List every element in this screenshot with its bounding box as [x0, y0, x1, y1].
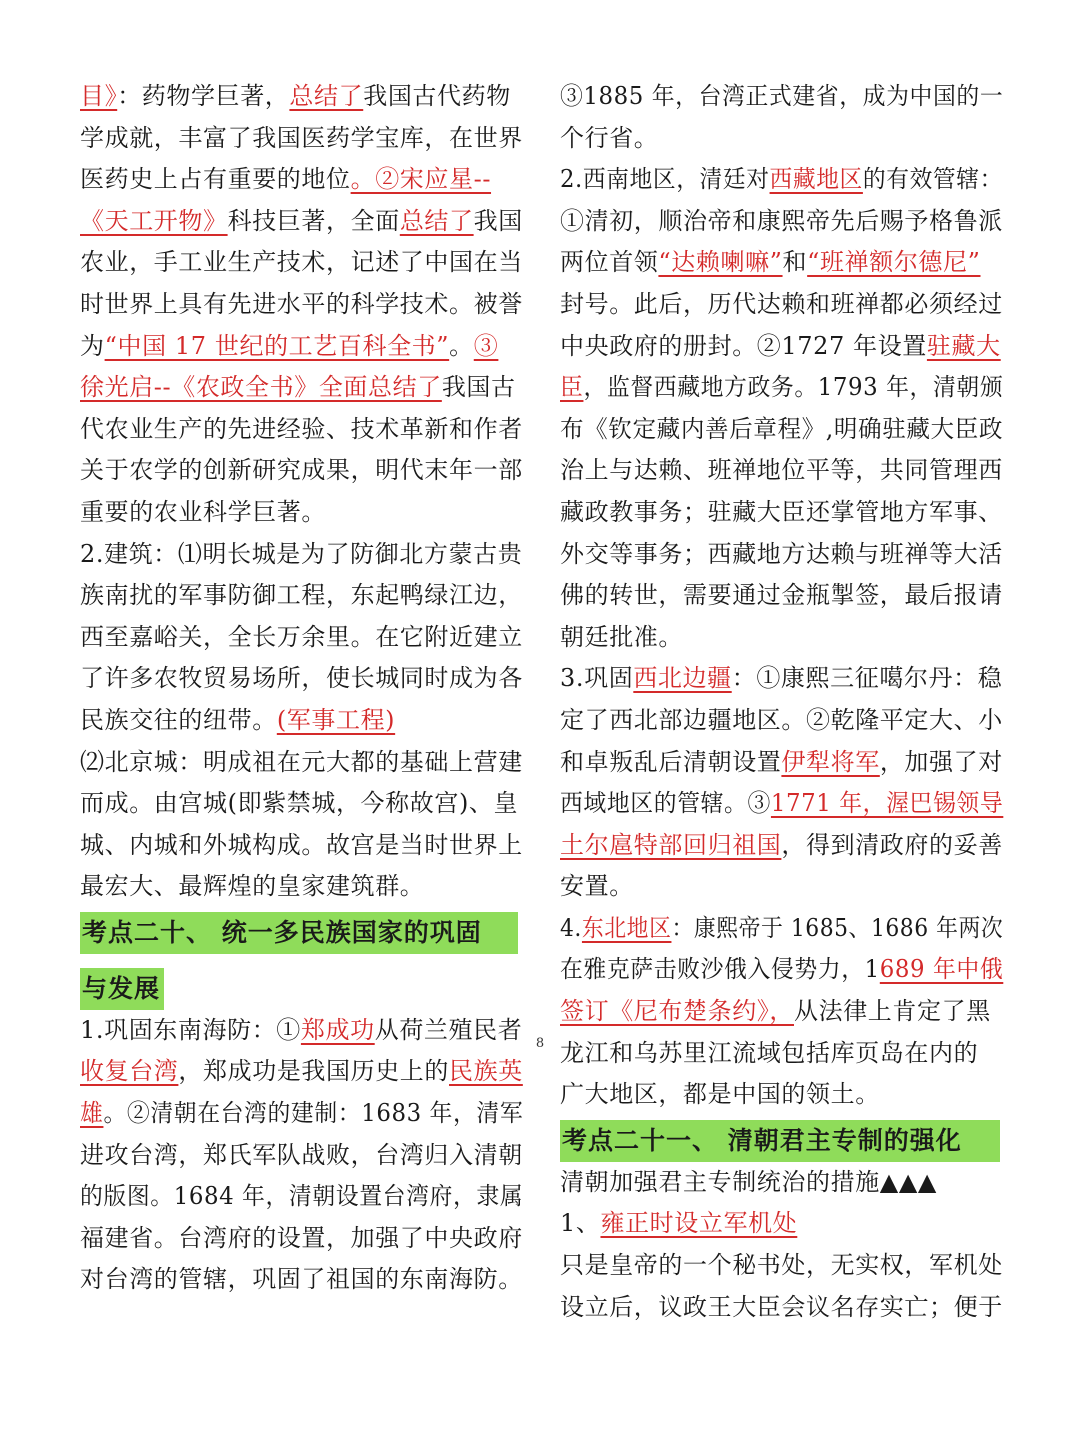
- text-line: [80, 201, 525, 243]
- text-segment: 了许多农牧贸易场所，使长城同时成为各: [80, 664, 523, 693]
- text-line: [80, 367, 525, 409]
- text-segment: 医药史上占有重要的地位: [80, 165, 351, 194]
- text-line: [80, 1093, 524, 1135]
- text-segment: ③1885 年，台湾正式建省，成为中国的一: [560, 82, 1004, 110]
- highlighted-term: 郑成功: [300, 1015, 375, 1044]
- text-line: [80, 284, 525, 326]
- text-segment: ：①康熙三征噶尔丹：稳: [731, 664, 1003, 693]
- text-segment: 1、: [560, 1209, 601, 1238]
- text-segment: 福建省。台湾府的设置，加强了中央政府: [80, 1223, 523, 1252]
- text-segment: 两位首领: [560, 248, 659, 277]
- text-line: [80, 742, 525, 784]
- text-segment: 中央政府的册封。②1727 年设置: [560, 331, 927, 360]
- text-segment: 定了西北部边疆地区。②乾隆平定大、小: [560, 705, 1003, 734]
- text-segment: 安置。: [560, 872, 634, 901]
- text-segment: 只是皇帝的一个秘书处，无实权，军机处: [560, 1251, 1003, 1280]
- highlighted-term: 1771 年，渥巴锡领导: [770, 789, 1004, 818]
- text-line: [560, 284, 1005, 326]
- highlighted-term: 总结了: [399, 206, 474, 235]
- text-line: [80, 575, 525, 617]
- text-segment: 族南扰的军事防御工程，东起鸭绿江边，: [80, 581, 523, 610]
- text-segment: 的版图。1684 年，清朝设置台湾府，隶属: [80, 1182, 524, 1211]
- left-column: [80, 76, 525, 1301]
- highlighted-term: 徐光启--《农政全书》全面总结了: [80, 373, 442, 402]
- highlighted-term: 东北地区: [581, 913, 672, 942]
- text-line: [560, 534, 1005, 576]
- highlighted-term: 收复台湾: [80, 1057, 179, 1086]
- text-line: [560, 492, 1005, 534]
- text-segment: 关于农学的创新研究成果，明代末年一部: [80, 456, 523, 485]
- section-heading: 考点二十一、 清朝君主专制的强化: [560, 1120, 1000, 1162]
- text-segment: 进攻台湾，郑氏军队战败，台湾归入清朝: [80, 1140, 523, 1169]
- text-line: [560, 1287, 1005, 1329]
- text-segment: 代农业生产的先进经验、技术革新和作者: [80, 414, 523, 443]
- highlighted-term: 民族英: [449, 1057, 523, 1086]
- highlighted-term: 土尔扈特部回归祖国: [560, 830, 782, 859]
- text-line: [560, 367, 1004, 409]
- text-line: [560, 783, 1004, 825]
- highlighted-term: “达赖喇嘛”: [658, 248, 783, 277]
- text-segment: 清朝加强君主专制统治的措施▲▲▲: [560, 1167, 937, 1196]
- text-line: [560, 450, 1005, 492]
- text-line: [560, 742, 1005, 784]
- text-line: [560, 991, 1005, 1033]
- text-line: [80, 825, 525, 867]
- text-segment: 设立后，议政王大臣会议名存实亡；便于: [560, 1292, 1003, 1321]
- text-line: [80, 242, 525, 284]
- text-line: [80, 866, 525, 908]
- text-line: [560, 1203, 1005, 1245]
- text-line: [80, 534, 525, 576]
- text-segment: 藏政教事务；驻藏大臣还掌管地方军事、: [560, 497, 1003, 526]
- section-heading: 考点二十、 统一多民族国家的巩固: [80, 912, 518, 954]
- text-line: [560, 1245, 1005, 1287]
- highlighted-term: 西藏地区: [769, 165, 863, 194]
- text-line: [80, 450, 525, 492]
- text-line: [80, 783, 525, 825]
- text-segment: 西至嘉峪关，全长万余里。在它附近建立: [80, 622, 523, 651]
- highlighted-term: 签订《尼布楚条约》，: [560, 997, 794, 1026]
- text-segment: 外交等事务；西藏地方达赖与班禅等大活: [560, 539, 1003, 568]
- text-segment: 1.巩固东南海防：①: [80, 1015, 301, 1044]
- text-line: [80, 1259, 525, 1301]
- text-segment: 城、内城和外城构成。故宫是当时世界上: [80, 830, 523, 859]
- text-line: [80, 326, 525, 368]
- text-line: [560, 242, 1005, 284]
- text-segment: ，加强了对: [879, 747, 1003, 776]
- text-line: [560, 1074, 1005, 1116]
- text-segment: 个行省。: [560, 123, 659, 152]
- text-segment: ：药物学巨著，: [117, 82, 290, 110]
- highlighted-term: ③: [473, 331, 499, 360]
- text-line: [560, 159, 1003, 201]
- text-segment: 龙江和乌苏里江流域包括库页岛在内的: [560, 1038, 979, 1067]
- text-segment: 时世界上具有先进水平的科学技术。被誉: [80, 289, 523, 318]
- text-line: [80, 617, 525, 659]
- highlighted-term: 雄: [80, 1099, 104, 1128]
- text-line: [80, 1135, 525, 1177]
- text-segment: 科技巨著，全面: [227, 206, 400, 235]
- text-line: [80, 700, 525, 742]
- text-line: [560, 1162, 1005, 1204]
- text-segment: 为: [80, 331, 105, 360]
- text-line: [560, 908, 1004, 950]
- highlighted-term: 。②宋应星--: [350, 165, 492, 194]
- text-line: [560, 700, 1005, 742]
- text-segment: 最宏大、最辉煌的皇家建筑群。: [80, 872, 425, 901]
- text-segment: 4.: [560, 913, 582, 942]
- text-line: [560, 825, 1005, 867]
- text-segment: 佛的转世，需要通过金瓶掣签，最后报请: [560, 581, 1003, 610]
- text-segment: ：康熙帝于 1685、1686 年两次: [671, 913, 1004, 942]
- text-segment: 从荷兰殖民者: [374, 1015, 523, 1044]
- text-line: [560, 658, 1005, 700]
- text-segment: 朝廷批准。: [560, 622, 683, 651]
- text-line: [560, 866, 1005, 908]
- text-line: [80, 159, 525, 201]
- text-segment: 在雅克萨击败沙俄入侵势力，1: [560, 955, 880, 984]
- text-segment: 的有效管辖：: [862, 165, 1003, 194]
- text-segment: 民族交往的纽带。: [80, 705, 277, 734]
- text-segment: 和: [782, 248, 808, 277]
- text-segment: ，得到清政府的妥善: [781, 830, 1003, 859]
- highlighted-term: 《天工开物》: [80, 206, 228, 235]
- highlighted-term: 目》: [80, 82, 118, 110]
- highlighted-term: (军事工程): [276, 705, 396, 734]
- text-line: [80, 76, 525, 118]
- text-segment: 对台湾的管辖，巩固了祖国的东南海防。: [80, 1265, 523, 1294]
- highlighted-term: 驻藏大: [926, 331, 1001, 360]
- text-segment: 从法律上肯定了黑: [794, 997, 991, 1026]
- text-line: [80, 118, 525, 160]
- section-heading: 与发展: [80, 968, 164, 1010]
- text-segment: 我国古代药物: [363, 82, 511, 110]
- text-segment: 我国: [473, 206, 523, 235]
- text-line: [560, 118, 1005, 160]
- highlighted-term: “中国 17 世纪的工艺百科全书”: [104, 331, 450, 360]
- text-segment: 。: [449, 331, 474, 360]
- text-segment: ，郑成功是我国历史上的: [178, 1057, 450, 1086]
- highlighted-term: 西北边疆: [633, 664, 732, 693]
- text-segment: 广大地区，都是中国的领土。: [560, 1080, 880, 1109]
- highlighted-term: “班禅额尔德尼”: [807, 248, 981, 277]
- text-line: [560, 949, 1004, 991]
- text-segment: ，监督西藏地方政务。1793 年，清朝颁: [583, 373, 1004, 402]
- highlighted-term: 雍正时设立军机处: [600, 1209, 798, 1238]
- text-segment: 农业，手工业生产技术，记述了中国在当: [80, 248, 523, 277]
- page-number: 8: [535, 1036, 545, 1051]
- text-segment: 学成就，丰富了我国医药学宝库，在世界: [80, 123, 523, 152]
- text-segment: 。②清朝在台湾的建制：1683 年，清军: [103, 1099, 524, 1128]
- text-segment: ⑵北京城：明成祖在元大都的基础上营建: [80, 747, 523, 776]
- highlighted-term: 总结了: [289, 82, 364, 110]
- highlighted-term: 臣: [560, 373, 584, 402]
- text-line: [80, 492, 525, 534]
- text-segment: 2.建筑：⑴明长城是为了防御北方蒙古贵: [80, 539, 523, 568]
- text-line: [80, 1051, 525, 1093]
- highlighted-term: 伊犁将军: [781, 747, 880, 776]
- text-segment: 2.西南地区，清廷对: [560, 165, 770, 194]
- highlighted-term: 689 年中俄: [879, 955, 1004, 984]
- text-segment: 我国古: [441, 373, 516, 402]
- text-segment: 西域地区的管辖。③: [560, 789, 771, 818]
- right-column: [560, 76, 1005, 1328]
- text-line: [80, 658, 525, 700]
- text-segment: ①清初，顺治帝和康熙帝先后赐予格鲁派: [560, 206, 1003, 235]
- text-line: [560, 326, 1005, 368]
- text-line: [80, 1176, 524, 1218]
- text-line: [560, 617, 1005, 659]
- text-segment: 3.巩固: [560, 664, 634, 693]
- text-line: [560, 201, 1005, 243]
- text-segment: 封号。此后，历代达赖和班禅都必须经过: [560, 289, 1003, 318]
- text-line: [560, 76, 1004, 118]
- text-line: [80, 409, 525, 451]
- text-segment: 和卓叛乱后清朝设置: [560, 747, 782, 776]
- text-segment: 布《钦定藏内善后章程》,明确驻藏大臣政: [560, 414, 1004, 443]
- text-segment: 治上与达赖、班禅地位平等，共同管理西: [560, 456, 1003, 485]
- text-line: [560, 575, 1005, 617]
- text-segment: 重要的农业科学巨著。: [80, 497, 326, 526]
- text-line: [560, 409, 1004, 451]
- text-segment: 而成。由宫城(即紫禁城，今称故宫)、皇: [80, 789, 519, 818]
- text-line: [80, 1218, 525, 1260]
